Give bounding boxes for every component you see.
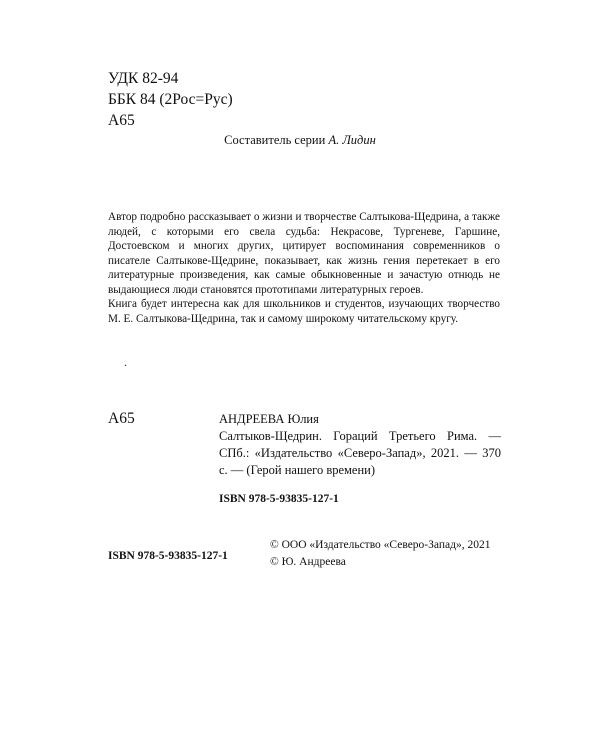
annotation-paragraph: Книга будет интересна как для школьников и студентов, изучающих творчество М. Е. Салтыкова-Щедрина, так и самому широкому читательскому кругу. bbox=[108, 298, 500, 325]
series-compiler-line bbox=[0, 133, 600, 148]
catalog-author: АНДРЕЕВА Юлия bbox=[219, 412, 319, 426]
copyright-author: © Ю. Андреева bbox=[270, 556, 346, 568]
udk-code: УДК 82-94 bbox=[108, 70, 179, 87]
annotation-paragraph: Автор подробно рассказывает о жизни и творчестве Салтыкова-Щедрина, а также людей, с которыми его свела судьба: Некрасове, Тургеневе, Гаршине, Достоевском и многих других, цитирует воспоминания современников о писателе Салтыкове-Щедрине, показывает, как жизнь гения перетекает в его литературные произведения, как самые обыкновенные и зачастую отнюдь не выдающиеся люди становятся прототипами литературных героев. bbox=[108, 211, 500, 296]
annotation bbox=[108, 210, 500, 326]
copyright-block bbox=[270, 537, 490, 571]
copyright-publisher: © ООО «Издательство «Северо-Запад», 2021 bbox=[270, 539, 491, 551]
catalog-isbn: ISBN 978-5-93835-127-1 bbox=[219, 493, 339, 505]
catalog-description: Салтыков-Щедрин. Гораций Третьего Рима. — СПб.: «Издательство «Северо-Запад», 2021. — 370 с. — (Герой нашего времени) bbox=[219, 429, 501, 477]
bbk-code: ББК 84 (2Рос=Рус) bbox=[108, 91, 233, 108]
catalog-entry bbox=[219, 411, 501, 508]
footer-isbn: ISBN 978-5-93835-127-1 bbox=[108, 550, 228, 562]
stray-dot-mark: . bbox=[124, 355, 127, 369]
series-compiler-name: А. Лидин bbox=[328, 133, 376, 147]
author-sign-code: А65 bbox=[108, 112, 135, 129]
catalog-author-sign: А65 bbox=[108, 410, 135, 427]
series-compiler-label: Составитель серии bbox=[224, 133, 326, 147]
